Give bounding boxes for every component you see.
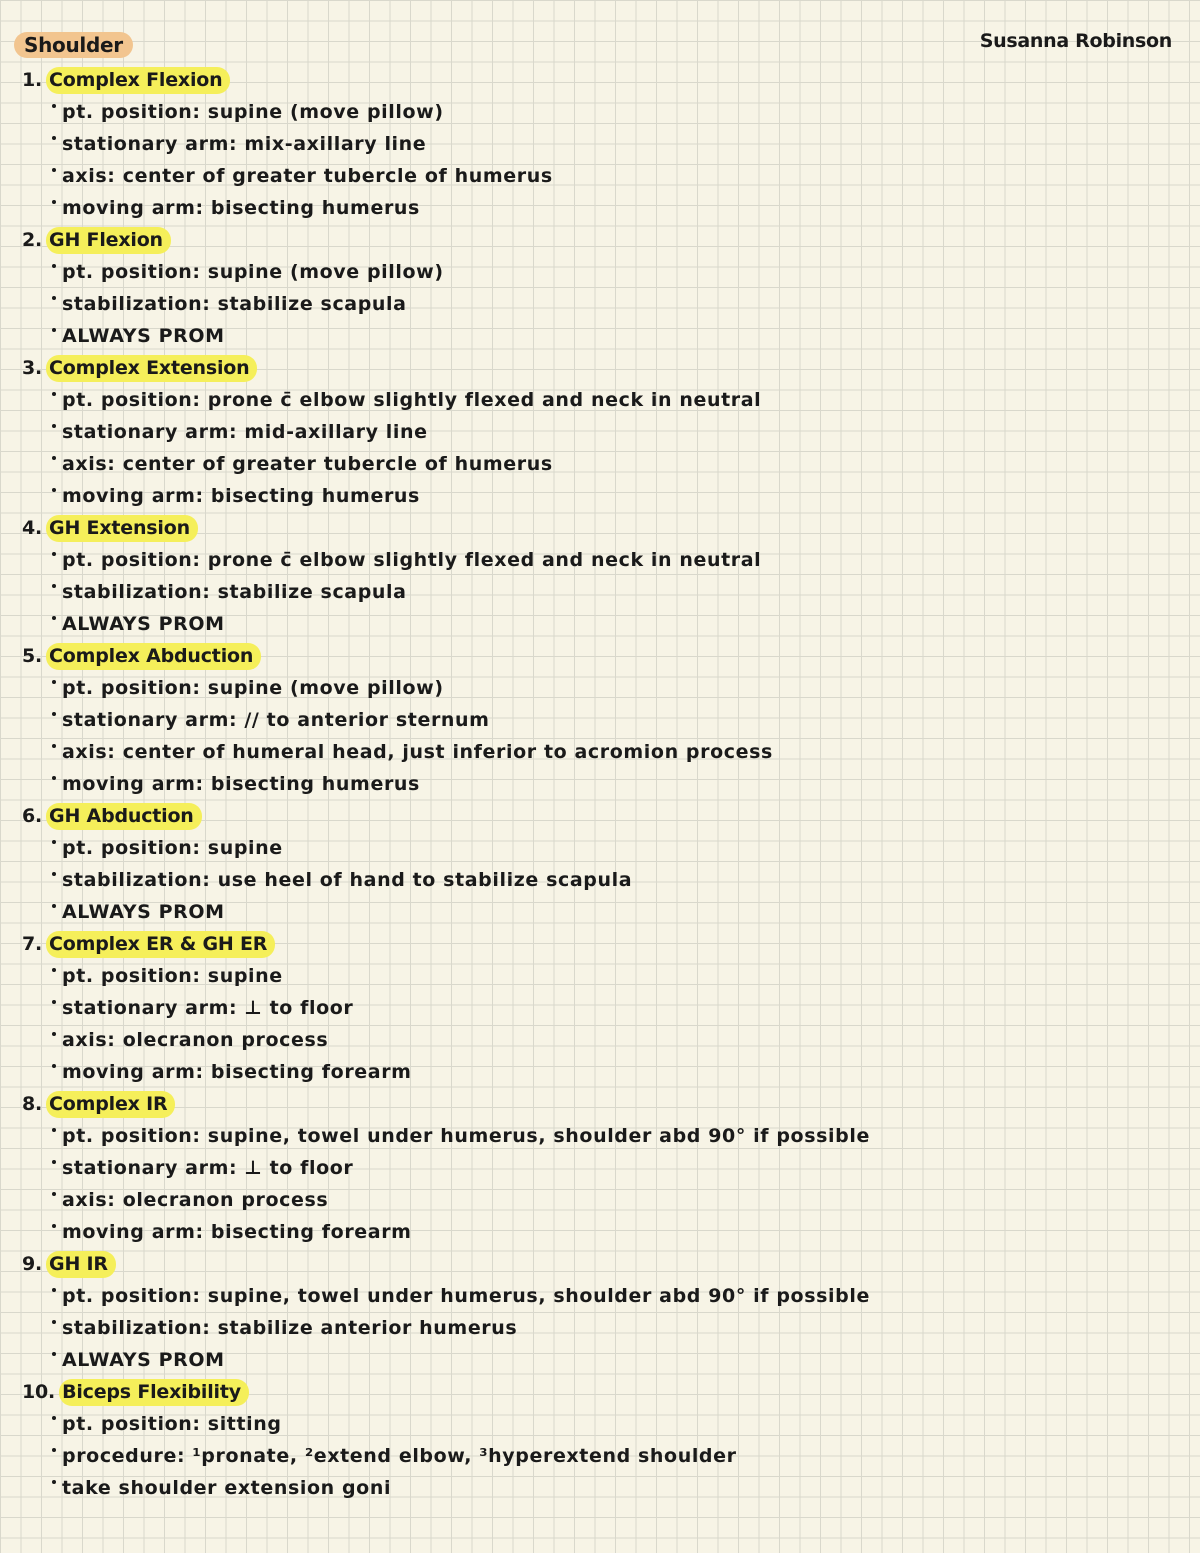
list-item: [52, 832, 1022, 864]
bullet-text: moving arm: bisecting forearm: [62, 1061, 412, 1083]
bullet-dot-icon: [52, 1480, 56, 1484]
list-item: [52, 1184, 1022, 1216]
note-section: [22, 640, 1022, 800]
bullet-dot-icon: [52, 616, 56, 620]
bullet-dot-icon: [52, 296, 56, 300]
note-section: [22, 512, 1022, 640]
bullet-dot-icon: [52, 1032, 56, 1036]
bullet-text: moving arm: bisecting humerus: [62, 773, 420, 795]
section-number: 1.: [22, 69, 43, 91]
section-title: Biceps Flexibility: [59, 1379, 249, 1406]
bullet-text: pt. position: supine (move pillow): [62, 101, 444, 123]
list-item: [52, 960, 1022, 992]
section-number: 7.: [22, 933, 43, 955]
section-title: GH Flexion: [46, 227, 171, 254]
bullet-text: stationary arm: mid-axillary line: [62, 421, 428, 443]
list-item: [52, 1056, 1022, 1088]
bullet-dot-icon: [52, 1128, 56, 1132]
section-title: Complex Flexion: [46, 67, 230, 94]
note-section: [22, 1088, 1022, 1248]
bullet-dot-icon: [52, 1192, 56, 1196]
bullet-dot-icon: [52, 744, 56, 748]
bullet-list: [22, 672, 1022, 800]
list-item: [52, 1472, 1022, 1504]
bullet-text: stationary arm: // to anterior sternum: [62, 709, 490, 731]
list-item: [52, 864, 1022, 896]
note-section: [22, 352, 1022, 512]
bullet-text: stationary arm: ⊥ to floor: [62, 1157, 354, 1179]
bullet-dot-icon: [52, 680, 56, 684]
bullet-text: ALWAYS PROM: [62, 901, 225, 923]
section-title: Complex Abduction: [46, 643, 261, 670]
bullet-dot-icon: [52, 584, 56, 588]
list-item: [52, 1344, 1022, 1376]
bullet-dot-icon: [52, 712, 56, 716]
list-item: [52, 192, 1022, 224]
bullet-dot-icon: [52, 488, 56, 492]
bullet-dot-icon: [52, 200, 56, 204]
bullet-text: pt. position: supine, towel under humerus, shoulder abd 90° if possible: [62, 1125, 870, 1147]
bullet-dot-icon: [52, 1224, 56, 1228]
bullet-text: stabilization: stabilize scapula: [62, 581, 407, 603]
section-title: Complex IR: [46, 1091, 175, 1118]
section-heading: [22, 1088, 1022, 1120]
bullet-dot-icon: [52, 840, 56, 844]
note-section: [22, 928, 1022, 1088]
note-section: [22, 800, 1022, 928]
section-heading: [22, 352, 1022, 384]
section-heading: [22, 800, 1022, 832]
bullet-dot-icon: [52, 1320, 56, 1324]
list-item: [52, 768, 1022, 800]
section-heading: [22, 512, 1022, 544]
bullet-text: pt. position: prone c̄ elbow slightly flexed and neck in neutral: [62, 549, 762, 571]
bullet-text: pt. position: sitting: [62, 1413, 282, 1435]
section-number: 3.: [22, 357, 43, 379]
bullet-text: pt. position: supine (move pillow): [62, 677, 444, 699]
bullet-dot-icon: [52, 264, 56, 268]
bullet-text: axis: olecranon process: [62, 1189, 329, 1211]
list-item: [52, 384, 1022, 416]
section-number: 2.: [22, 229, 43, 251]
note-section: [22, 1376, 1022, 1504]
bullet-list: [22, 256, 1022, 352]
bullet-list: [22, 96, 1022, 224]
bullet-dot-icon: [52, 904, 56, 908]
author-name: Susanna Robinson: [979, 30, 1172, 52]
list-item: [52, 544, 1022, 576]
bullet-text: moving arm: bisecting humerus: [62, 197, 420, 219]
section-heading: [22, 1248, 1022, 1280]
list-item: [52, 160, 1022, 192]
bullet-dot-icon: [52, 1352, 56, 1356]
list-item: [52, 608, 1022, 640]
bullet-text: pt. position: supine (move pillow): [62, 261, 444, 283]
list-item: [52, 1216, 1022, 1248]
bullet-text: axis: center of greater tubercle of humerus: [62, 165, 553, 187]
bullet-list: [22, 1280, 1022, 1376]
list-item: [52, 736, 1022, 768]
bullet-text: pt. position: supine: [62, 965, 283, 987]
list-item: [52, 1152, 1022, 1184]
bullet-text: stabilization: stabilize scapula: [62, 293, 407, 315]
bullet-dot-icon: [52, 552, 56, 556]
list-item: [52, 1312, 1022, 1344]
bullet-text: take shoulder extension goni: [62, 1477, 392, 1499]
bullet-list: [22, 384, 1022, 512]
bullet-list: [22, 832, 1022, 928]
bullet-text: axis: olecranon process: [62, 1029, 329, 1051]
bullet-dot-icon: [52, 168, 56, 172]
bullet-list: [22, 1408, 1022, 1504]
section-heading: [22, 640, 1022, 672]
section-heading: [22, 1376, 1022, 1408]
bullet-dot-icon: [52, 1288, 56, 1292]
section-heading: [22, 64, 1022, 96]
list-item: [52, 480, 1022, 512]
bullet-text: stabilization: stabilize anterior humerus: [62, 1317, 518, 1339]
bullet-text: axis: center of humeral head, just inferior to acromion process: [62, 741, 773, 763]
bullet-dot-icon: [52, 1064, 56, 1068]
bullet-dot-icon: [52, 104, 56, 108]
bullet-text: ALWAYS PROM: [62, 613, 225, 635]
bullet-dot-icon: [52, 776, 56, 780]
section-number: 10.: [22, 1381, 56, 1403]
bullet-text: pt. position: prone c̄ elbow slightly flexed and neck in neutral: [62, 389, 762, 411]
bullet-dot-icon: [52, 1416, 56, 1420]
bullet-text: ALWAYS PROM: [62, 1349, 225, 1371]
section-number: 9.: [22, 1253, 43, 1275]
bullet-dot-icon: [52, 456, 56, 460]
list-item: [52, 1024, 1022, 1056]
list-item: [52, 96, 1022, 128]
bullet-dot-icon: [52, 136, 56, 140]
list-item: [52, 1280, 1022, 1312]
section-heading: [22, 224, 1022, 256]
bullet-list: [22, 544, 1022, 640]
list-item: [52, 448, 1022, 480]
section-title: Complex ER & GH ER: [46, 931, 275, 958]
bullet-text: stabilization: use heel of hand to stabilize scapula: [62, 869, 633, 891]
bullet-list: [22, 960, 1022, 1088]
bullet-text: ALWAYS PROM: [62, 325, 225, 347]
bullet-dot-icon: [52, 1448, 56, 1452]
list-item: [52, 128, 1022, 160]
note-section: [22, 1248, 1022, 1376]
section-heading: [22, 928, 1022, 960]
list-item: [52, 288, 1022, 320]
list-item: [52, 416, 1022, 448]
section-number: 5.: [22, 645, 43, 667]
bullet-dot-icon: [52, 392, 56, 396]
bullet-text: pt. position: supine: [62, 837, 283, 859]
bullet-dot-icon: [52, 1000, 56, 1004]
bullet-text: moving arm: bisecting humerus: [62, 485, 420, 507]
list-item: [52, 1440, 1022, 1472]
notes-list: [22, 64, 1022, 1504]
list-item: [52, 320, 1022, 352]
list-item: [52, 704, 1022, 736]
section-title: GH IR: [46, 1251, 116, 1278]
bullet-dot-icon: [52, 424, 56, 428]
bullet-text: axis: center of greater tubercle of humerus: [62, 453, 553, 475]
section-title: GH Abduction: [46, 803, 202, 830]
bullet-text: stationary arm: mix-axillary line: [62, 133, 427, 155]
bullet-dot-icon: [52, 1160, 56, 1164]
section-number: 6.: [22, 805, 43, 827]
page-title: Shoulder: [14, 32, 133, 58]
section-number: 8.: [22, 1093, 43, 1115]
bullet-text: procedure: ¹pronate, ²extend elbow, ³hyperextend shoulder: [62, 1445, 737, 1467]
list-item: [52, 672, 1022, 704]
list-item: [52, 992, 1022, 1024]
note-section: [22, 64, 1022, 224]
bullet-list: [22, 1120, 1022, 1248]
section-title: Complex Extension: [46, 355, 257, 382]
list-item: [52, 896, 1022, 928]
list-item: [52, 576, 1022, 608]
bullet-dot-icon: [52, 968, 56, 972]
section-number: 4.: [22, 517, 43, 539]
list-item: [52, 256, 1022, 288]
section-title: GH Extension: [46, 515, 198, 542]
bullet-dot-icon: [52, 328, 56, 332]
list-item: [52, 1408, 1022, 1440]
list-item: [52, 1120, 1022, 1152]
bullet-dot-icon: [52, 872, 56, 876]
bullet-text: pt. position: supine, towel under humerus, shoulder abd 90° if possible: [62, 1285, 870, 1307]
bullet-text: moving arm: bisecting forearm: [62, 1221, 412, 1243]
bullet-text: stationary arm: ⊥ to floor: [62, 997, 354, 1019]
note-section: [22, 224, 1022, 352]
